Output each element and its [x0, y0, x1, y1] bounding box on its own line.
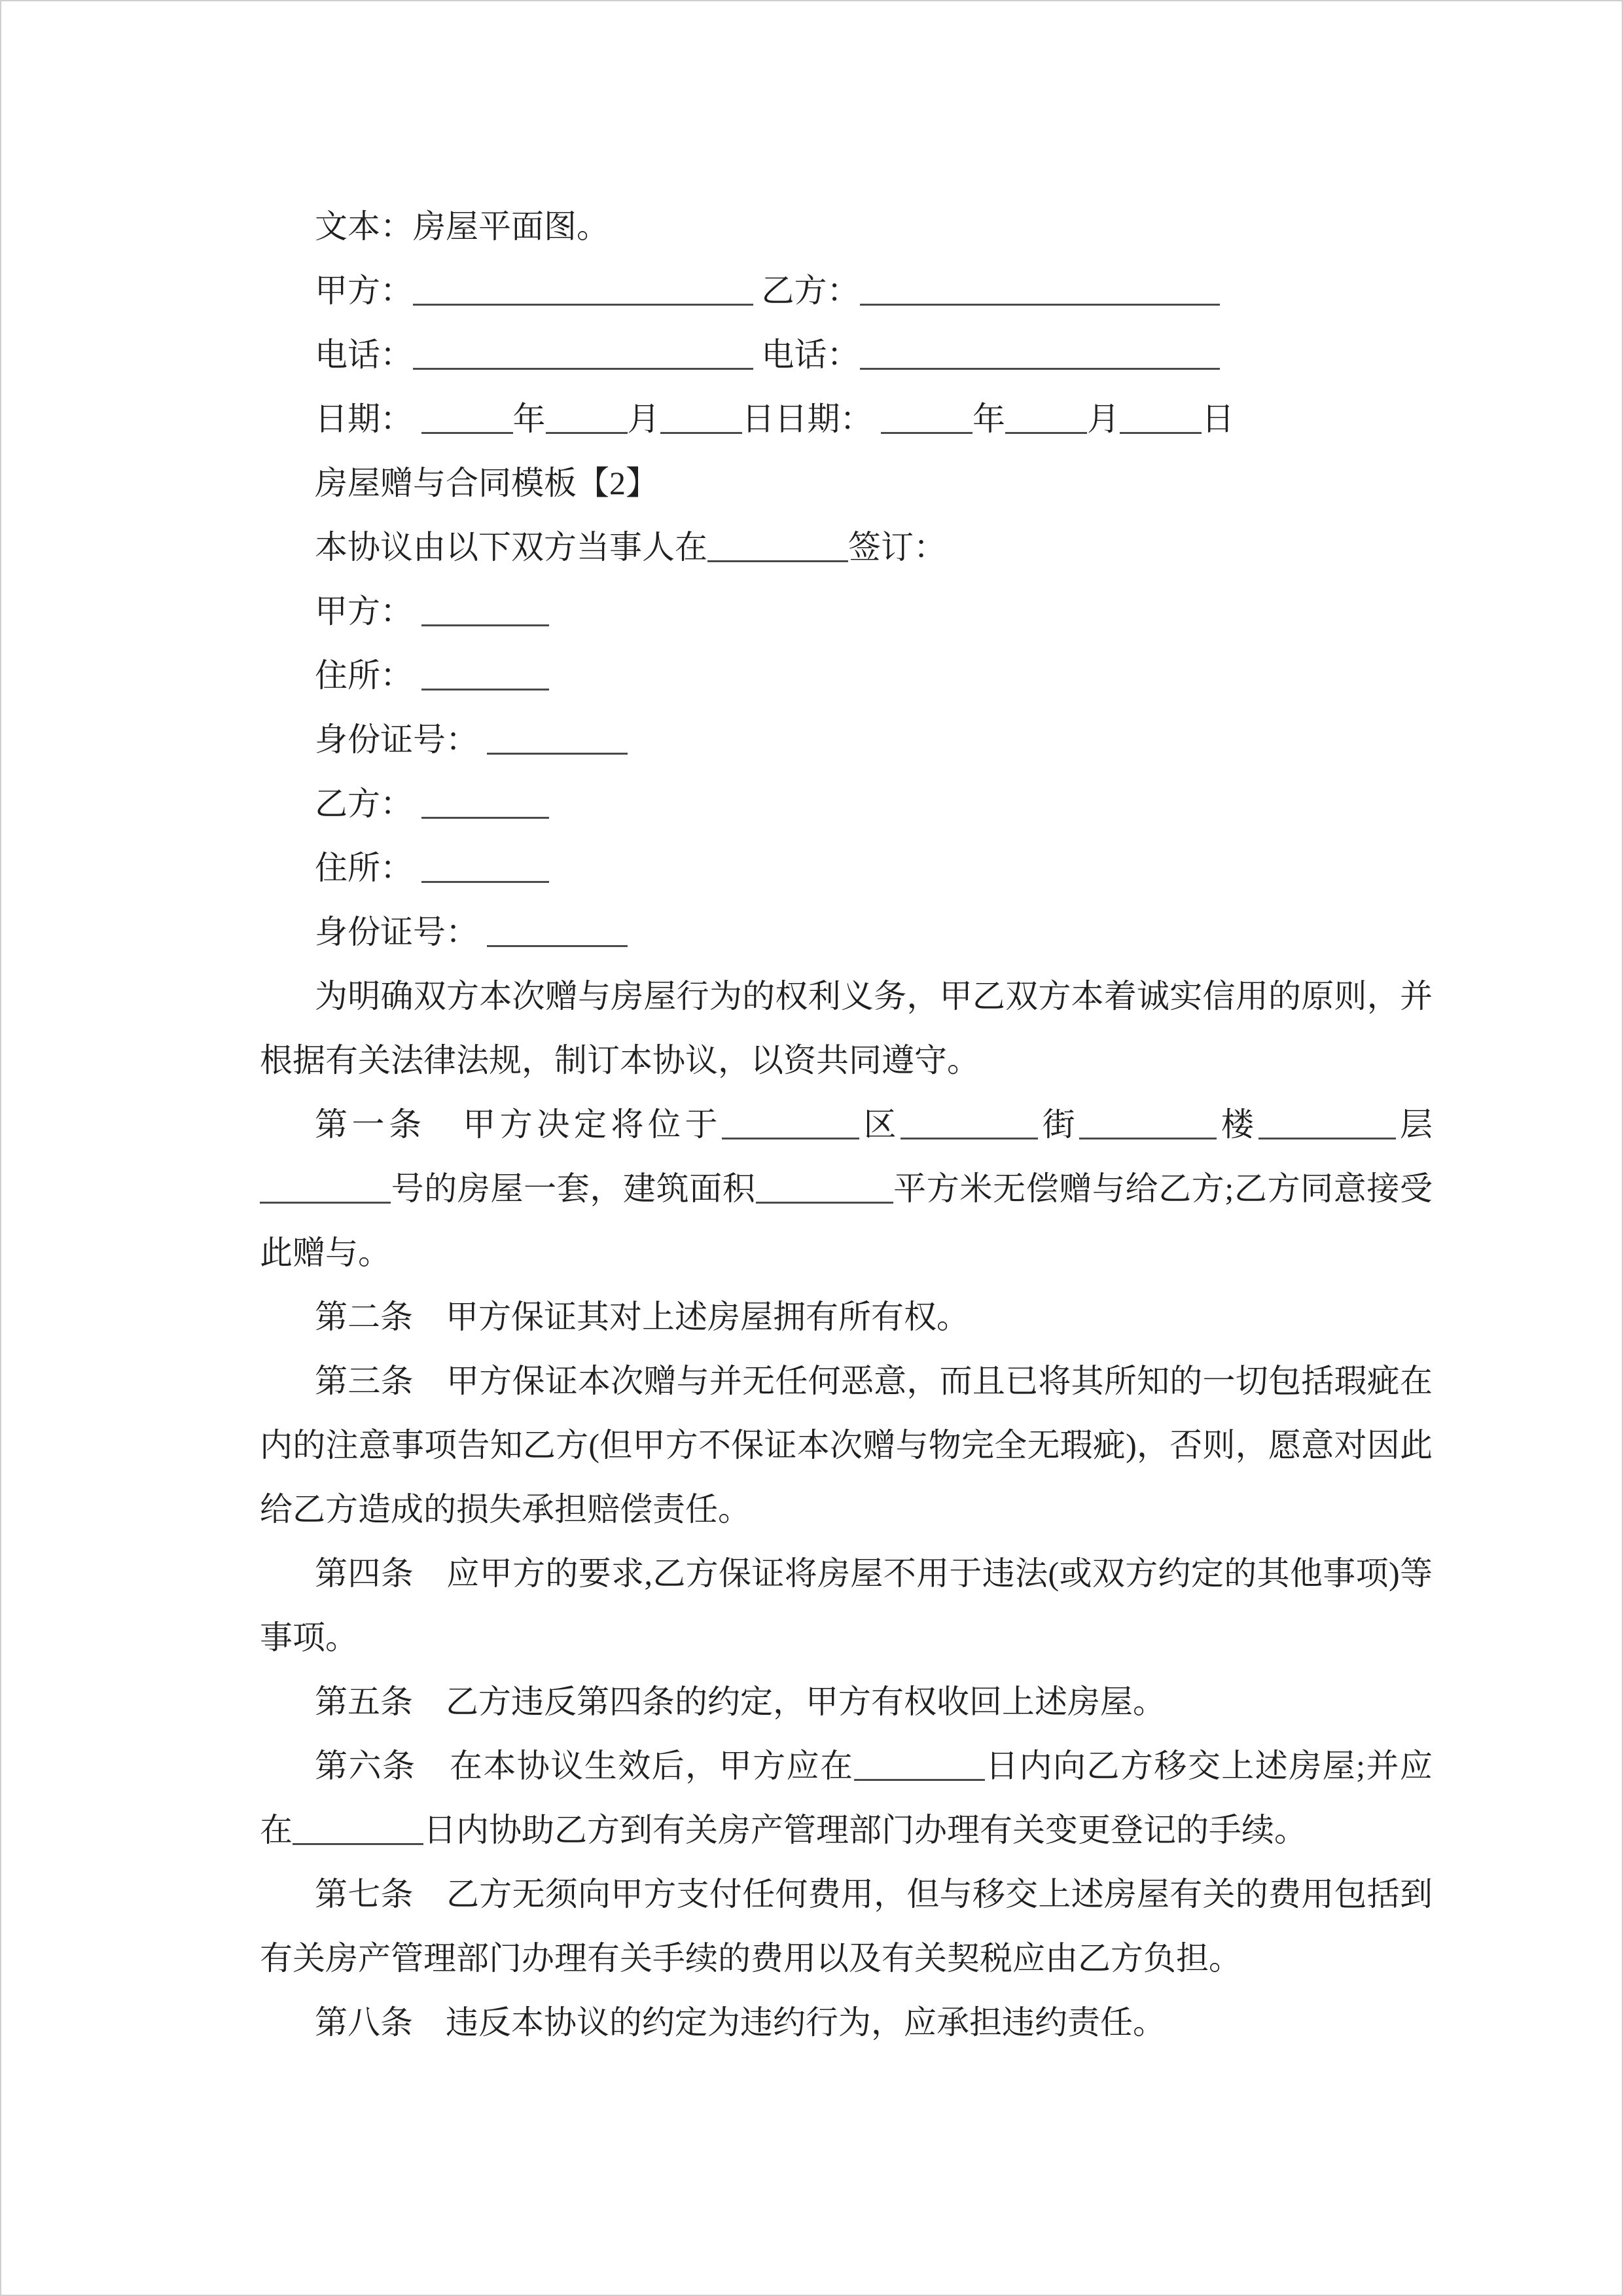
blank-field: [860, 284, 1220, 306]
text-run: 身份证号：: [315, 721, 487, 758]
blank-field: [546, 412, 628, 434]
text-run: 日: [1202, 401, 1234, 437]
clause-5: [260, 1670, 1433, 1734]
blank-field: [260, 1182, 391, 1204]
clause-3: [260, 1349, 1433, 1541]
party-signature-line: [260, 259, 1433, 323]
text-run: 身份证号：: [315, 914, 487, 950]
attachment-line: [260, 194, 1433, 259]
clause-2: [260, 1285, 1433, 1349]
blank-field: [854, 1759, 985, 1781]
blank-field: [421, 669, 549, 691]
text-run: 区: [859, 1106, 901, 1143]
text-run: 街: [1038, 1106, 1080, 1143]
text-run: 号的房屋一套，建筑面积: [391, 1170, 756, 1207]
blank-field: [1005, 412, 1087, 434]
text-run: 住所：: [315, 850, 421, 886]
blank-field: [707, 541, 848, 562]
blank-field: [722, 1118, 859, 1139]
blank-field: [421, 797, 549, 819]
blank-field: [413, 348, 753, 370]
text-run: 文本：房屋平面图。: [315, 208, 609, 245]
party-a-id-line: [260, 708, 1433, 772]
blank-field: [421, 605, 549, 626]
blank-field: [881, 412, 972, 434]
blank-field: [293, 1823, 423, 1845]
blank-field: [487, 925, 628, 947]
blank-field: [660, 412, 742, 434]
date-line: [260, 387, 1433, 451]
phone-line: [260, 323, 1433, 387]
party-b-line: [260, 772, 1433, 836]
text-run: 签订：: [848, 529, 946, 565]
blank-field: [901, 1118, 1038, 1139]
text-run: 甲方：: [315, 272, 413, 309]
text-run: 电话：: [753, 336, 860, 373]
text-run: 第五条 乙方违反第四条的约定，甲方有权收回上述房屋。: [315, 1683, 1166, 1720]
template-title: [260, 451, 1433, 515]
text-run: 年: [972, 401, 1005, 437]
document-content: [260, 194, 1433, 2054]
blank-field: [1120, 412, 1202, 434]
clause-8: [260, 1990, 1433, 2054]
text-run: 为明确双方本次赠与房屋行为的权利义务，甲乙双方本着诚实信用的原则，并根据有关法律法规，制订本协议，以资共同遵守。: [260, 978, 1433, 1079]
clause-4: [260, 1541, 1433, 1670]
text-run: 第八条 违反本协议的约定为违约行为，应承担违约责任。: [315, 2004, 1166, 2041]
text-run: 第六条 在本协议生效后，甲方应在: [315, 1748, 854, 1784]
clause-1: [260, 1092, 1433, 1285]
preamble: [260, 964, 1433, 1092]
text-run: 乙方：: [753, 272, 860, 309]
text-run: 楼: [1217, 1106, 1258, 1143]
blank-field: [421, 861, 549, 883]
clause-6: [260, 1734, 1433, 1862]
text-run: 本协议由以下双方当事人在: [315, 529, 707, 565]
text-run: 住所：: [315, 657, 421, 694]
party-a-address-line: [260, 643, 1433, 708]
text-run: 月: [1087, 401, 1120, 437]
text-run: 日内协助乙方到有关房产管理部门办理有关变更登记的手续。: [423, 1812, 1307, 1848]
text-run: 第二条 甲方保证其对上述房屋拥有所有权。: [315, 1299, 969, 1335]
text-run: 电话：: [315, 336, 413, 373]
text-run: 平方米无偿赠与给乙方;乙方同意接受此赠与。: [260, 1170, 1433, 1271]
party-a-line: [260, 579, 1433, 643]
blank-field: [1079, 1118, 1217, 1139]
blank-field: [413, 284, 753, 306]
clause-7: [260, 1862, 1433, 1990]
blank-field: [756, 1182, 893, 1204]
signing-intro-line: [260, 515, 1433, 579]
text-run: 乙方：: [315, 785, 421, 822]
text-run: 月: [627, 401, 660, 437]
text-run: 房屋赠与合同模板【2】: [315, 465, 658, 501]
blank-field: [1258, 1118, 1396, 1139]
text-run: 第一条 甲方决定将位于: [315, 1106, 722, 1143]
text-run: 第三条 甲方保证本次赠与并无任何恶意，而且已将其所知的一切包括瑕疵在内的注意事项告知乙方(但甲方不保证本次赠与物完全无瑕疵)，否则，愿意对因此给乙方造成的损失承担赔偿责任。: [260, 1363, 1433, 1528]
blank-field: [421, 412, 513, 434]
party-b-id-line: [260, 900, 1433, 964]
text-run: 日内向乙方移交上述房屋;并应在: [260, 1748, 1433, 1848]
text-run: 第七条 乙方无须向甲方支付任何费用，但与移交上述房屋有关的费用包括到有关房产管理部门办理有关手续的费用以及有关契税应由乙方负担。: [260, 1876, 1433, 1977]
blank-field: [860, 348, 1220, 370]
text-run: 日日期：: [741, 401, 881, 437]
party-b-address-line: [260, 836, 1433, 900]
text-run: 甲方：: [315, 593, 421, 630]
text-run: 第四条 应甲方的要求,乙方保证将房屋不用于违法(或双方约定的其他事项)等事项。: [260, 1555, 1433, 1656]
text-run: 日期：: [315, 401, 421, 437]
text-run: 年: [512, 401, 546, 437]
blank-field: [487, 733, 628, 755]
text-run: 层: [1395, 1106, 1433, 1143]
